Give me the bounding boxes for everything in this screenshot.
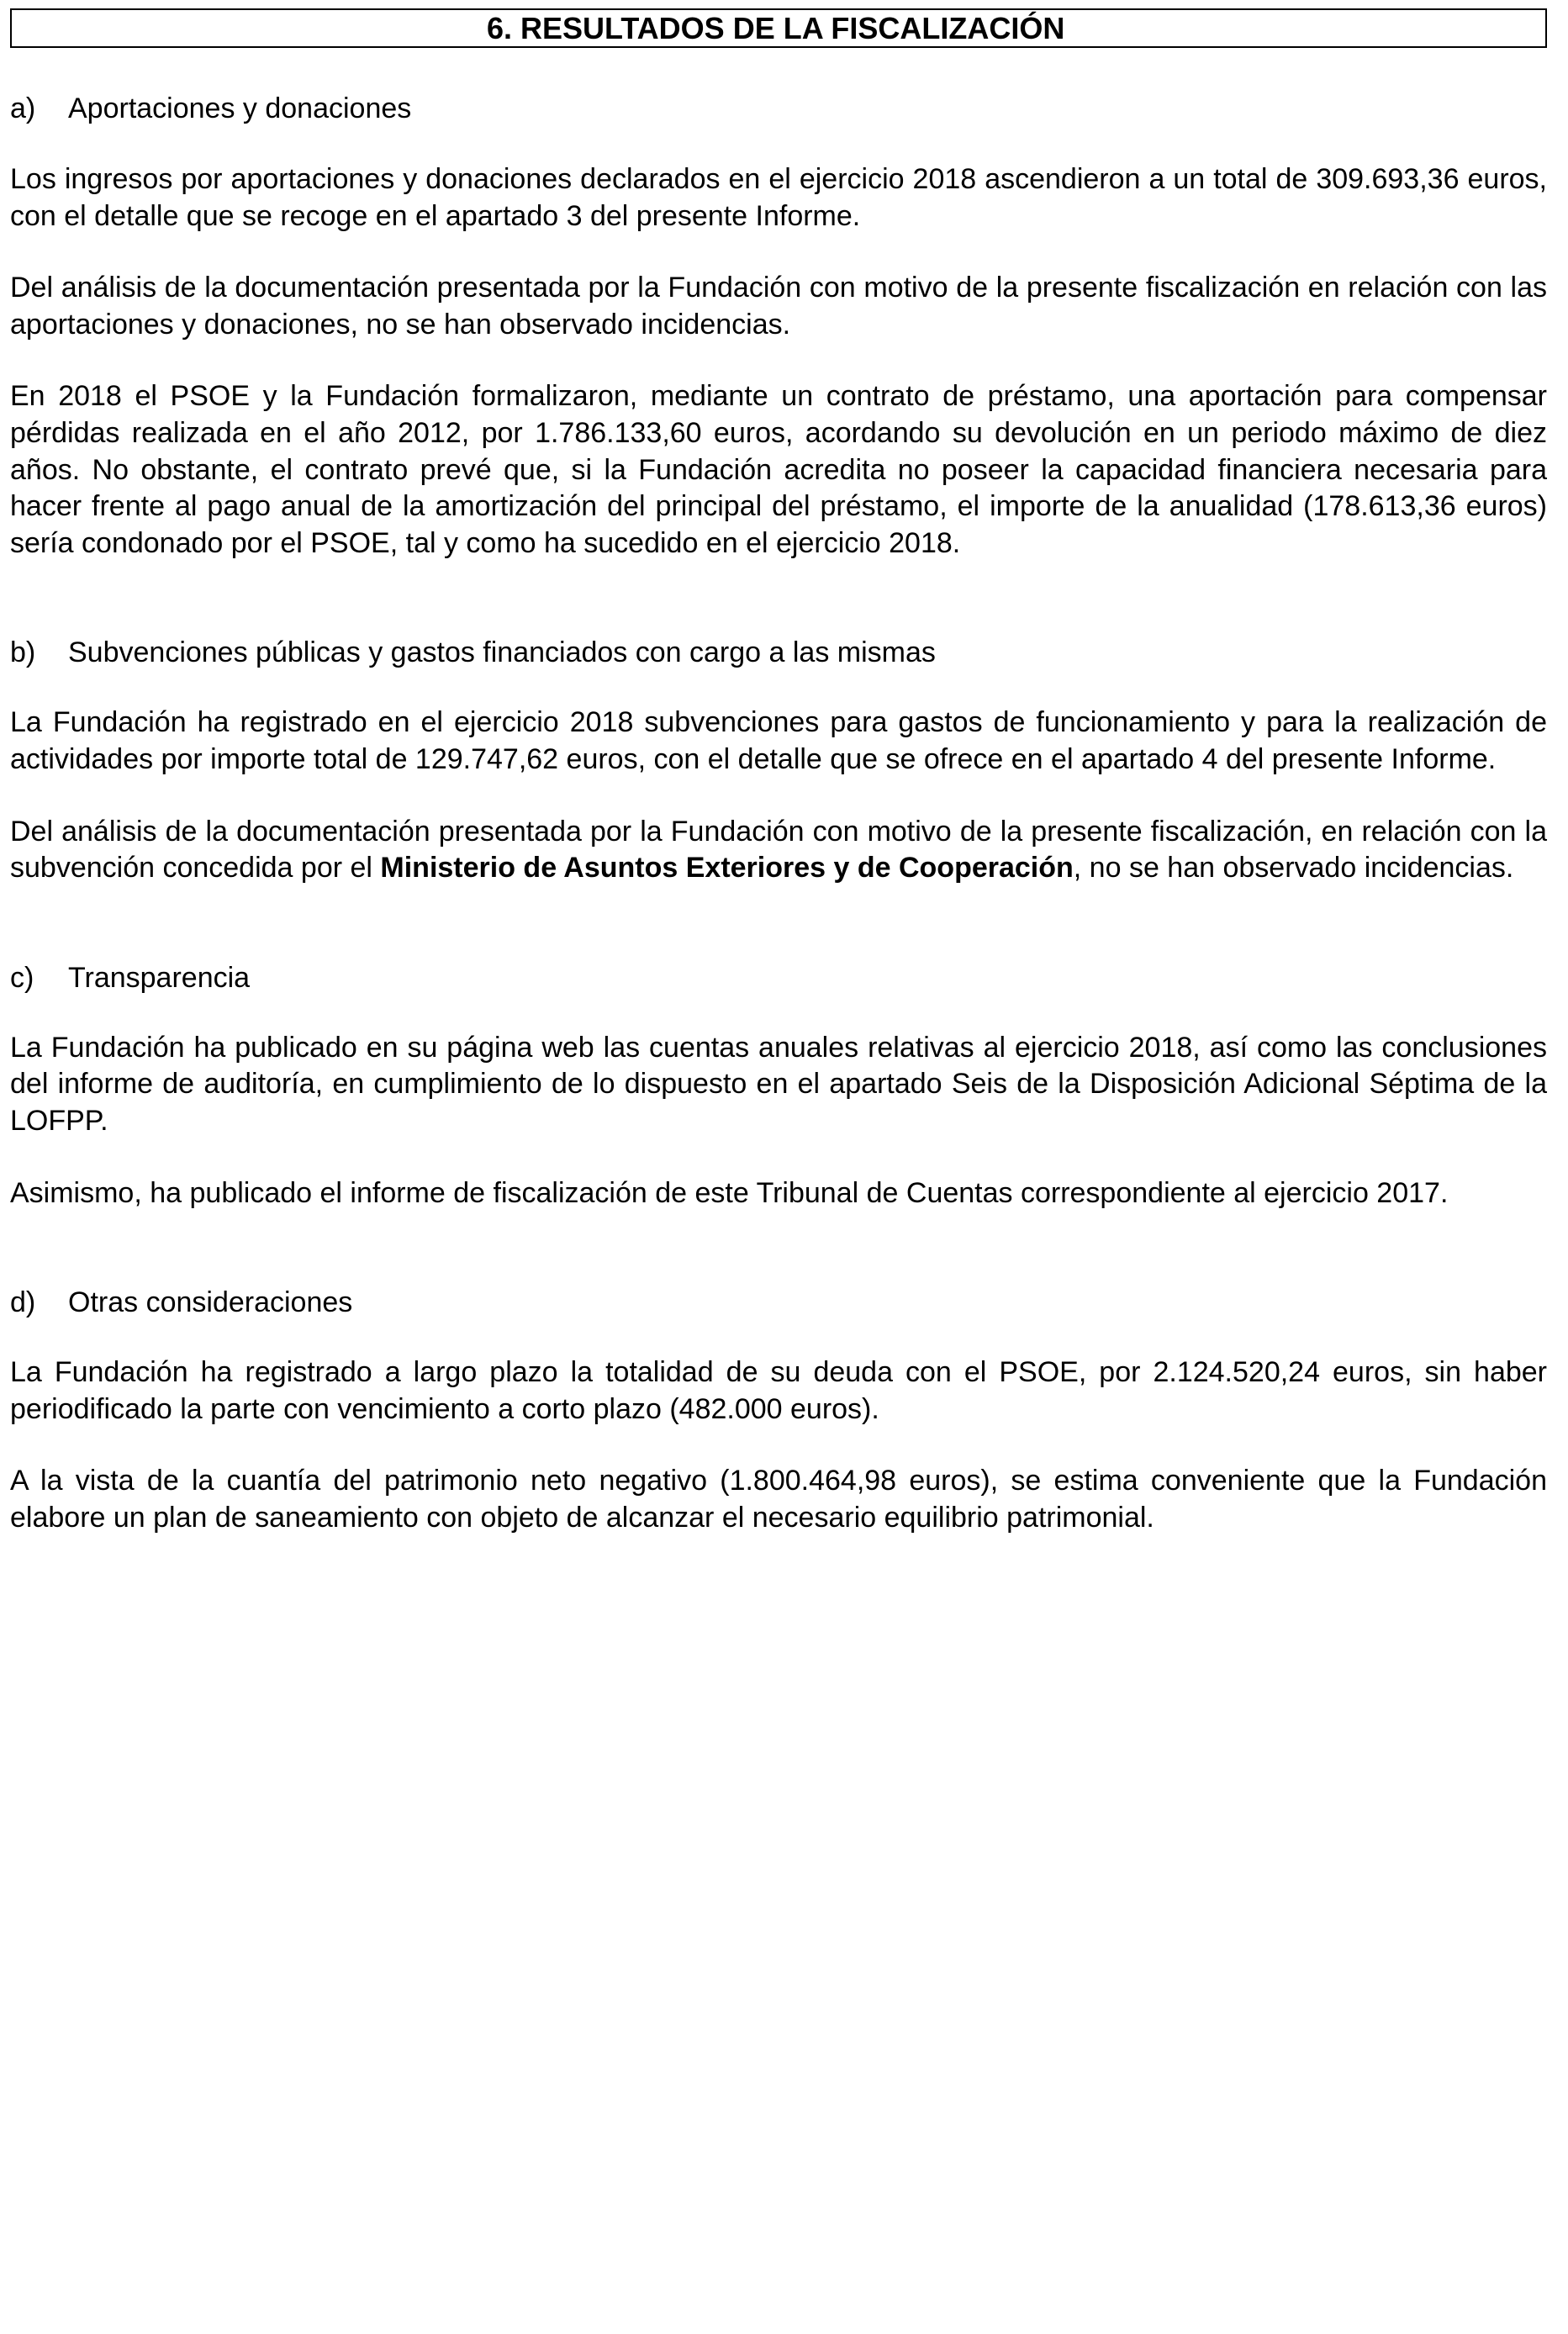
- subheading-aportaciones: [10, 90, 1547, 127]
- paragraph: Del análisis de la documentación presentada por la Fundación con motivo de la presente fiscalización en relación con las aportaciones y donaciones, no se han observado incidencias.: [10, 272, 1547, 341]
- subheading-otras: [10, 1284, 1547, 1321]
- paragraph: En 2018 el PSOE y la Fundación formalizaron, mediante un contrato de préstamo, una aportación para compensar pérdidas realizada en el año 2012, por 1.786.133,60 euros, acordando su devolución en un periodo máximo de diez años. No obstante, el contrato prevé que, si la Fundación acredita no poseer la capacidad financiera necesaria para hacer frente al pago anual de la amortización del principal del préstamo, el importe de la anualidad (178.613,36 euros) sería condonado por el PSOE, tal y como ha sucedido en el ejercicio 2018.: [10, 380, 1547, 559]
- subheading-transparencia: [10, 959, 1547, 996]
- paragraph: La Fundación ha registrado en el ejercicio 2018 subvenciones para gastos de funcionamiento y para la realización de actividades por importe total de 129.747,62 euros, con el detalle que se ofrece en el apartado 4 del presente Informe.: [10, 706, 1547, 775]
- paragraph-text: , no se han observado incidencias.: [1073, 852, 1514, 884]
- subheading-letter: c): [10, 961, 34, 994]
- subheading-letter: b): [10, 636, 36, 669]
- paragraph: La Fundación ha registrado a largo plazo la totalidad de su deuda con el PSOE, por 2.124.520,24 euros, sin haber periodificado la parte con vencimiento a corto plazo (482.000 euros).: [10, 1356, 1547, 1425]
- paragraph-ministerio: [10, 814, 1547, 887]
- paragraph: A la vista de la cuantía del patrimonio neto negativo (1.800.464,98 euros), se estima conveniente que la Fundación elabore un plan de saneamiento con objeto de alcanzar el necesario equilibrio patrimonial.: [10, 1465, 1547, 1534]
- paragraph-text: Del análisis de la documentación presentada por la Fundación con motivo de la presente fiscalización, en relación con la subvención concedida por el: [10, 815, 1547, 884]
- subheading-title: Aportaciones y donaciones: [68, 92, 412, 124]
- subheading-letter: a): [10, 92, 36, 124]
- paragraph: La Fundación ha publicado en su página web las cuentas anuales relativas al ejercicio 2018, así como las conclusiones del informe de auditoría, en cumplimiento de lo dispuesto en el apartado Seis de la Disposición Adicional Séptima de la LOFPP.: [10, 1031, 1547, 1137]
- subheading-subvenciones: [10, 634, 1547, 671]
- subheading-title: Subvenciones públicas y gastos financiados con cargo a las mismas: [68, 636, 936, 669]
- document-page: [10, 8, 1547, 1536]
- section-header: 6. RESULTADOS DE LA FISCALIZACIÓN: [10, 8, 1547, 48]
- paragraph: Asimismo, ha publicado el informe de fiscalización de este Tribunal de Cuentas correspondiente al ejercicio 2017.: [10, 1176, 1449, 1209]
- ministerio-name: Ministerio de Asuntos Exteriores y de Cooperación: [380, 852, 1074, 884]
- subheading-title: Transparencia: [68, 961, 251, 994]
- subheading-title: Otras consideraciones: [68, 1286, 353, 1319]
- paragraph: Los ingresos por aportaciones y donaciones declarados en el ejercicio 2018 ascendieron a un total de 309.693,36 euros, con el detalle que se recoge en el apartado 3 del presente Informe.: [10, 163, 1547, 232]
- subheading-letter: d): [10, 1286, 36, 1319]
